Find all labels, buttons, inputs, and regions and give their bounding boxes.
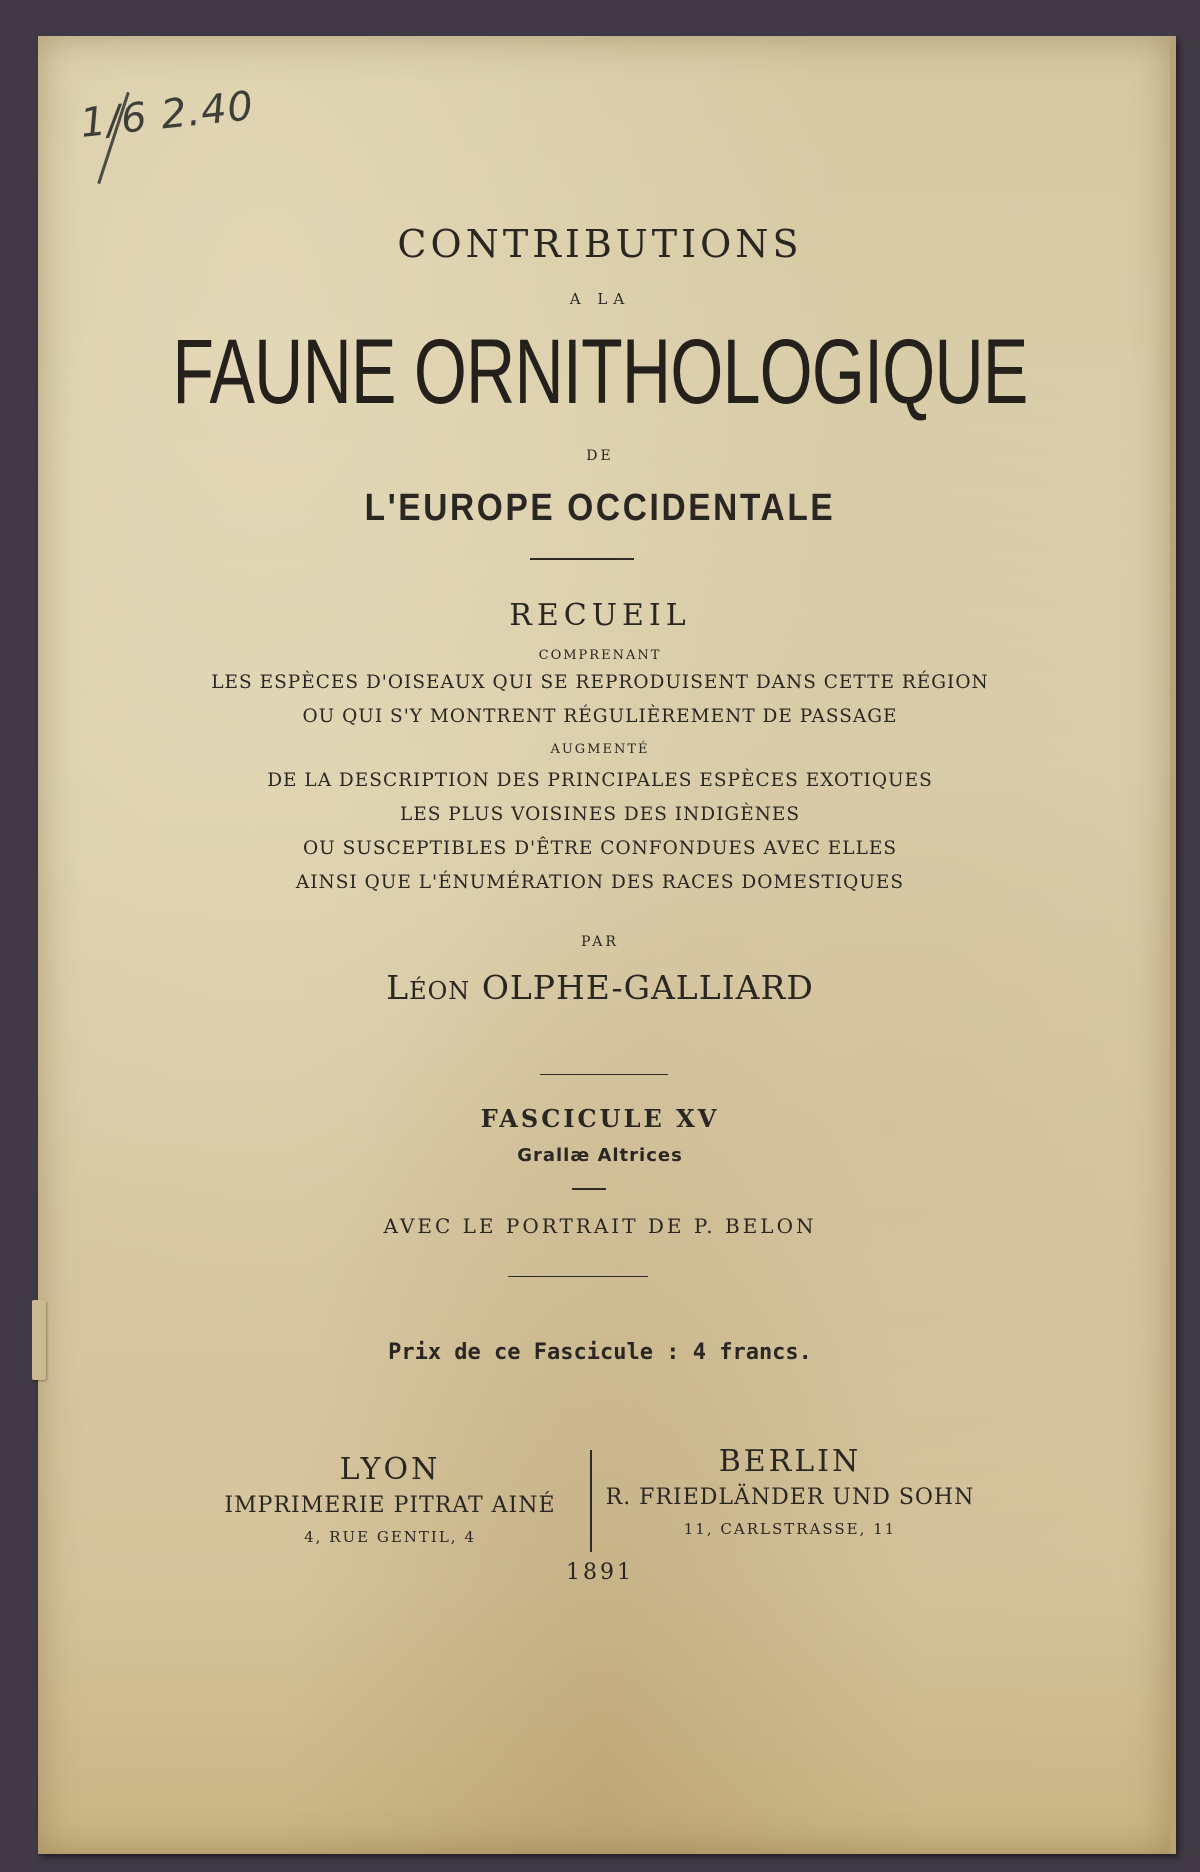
subtitle-line: OU QUI S'Y MONTRENT RÉGULIÈREMENT DE PASSAGE <box>302 706 898 727</box>
title-region: L'EUROPE OCCIDENTALE <box>364 487 836 529</box>
imprint-divider <box>590 1450 592 1552</box>
imprint-right <box>600 1444 980 1538</box>
divider-rule-1 <box>530 558 634 560</box>
imprint-left-printer: IMPRIMERIE PITRAT AINÉ <box>224 1493 556 1518</box>
imprint-right-printer: R. FRIEDLÄNDER UND SOHN <box>605 1485 975 1510</box>
author-surname: OLPHE-GALLIARD <box>481 968 814 1007</box>
imprint-left-address: 4, RUE GENTIL, 4 <box>304 1528 476 1546</box>
subtitle-line: AINSI QUE L'ÉNUMÉRATION DES RACES DOMESTIQUES <box>295 872 905 893</box>
imprint-right-address: 11, CARLSTRASSE, 11 <box>683 1520 897 1538</box>
manuscript-note: 1/6 2.40 <box>78 83 257 147</box>
fascicule-portrait: AVEC LE PORTRAIT DE P. BELON <box>383 1214 817 1238</box>
title-de: DE <box>586 448 614 464</box>
fascicule-subject: Grallæ Altrices <box>517 1145 683 1166</box>
subtitle-recueil: RECUEIL <box>509 598 691 633</box>
author-first-rest: ÉON <box>409 977 471 1005</box>
author-par: PAR <box>581 934 619 950</box>
subtitle-line: DE LA DESCRIPTION DES PRINCIPALES ESPÈCES EXOTIQUES <box>267 770 933 791</box>
imprint-left-city: LYON <box>339 1452 441 1487</box>
divider-rule-4 <box>508 1276 648 1277</box>
main-title: FAUNE ORNITHOLOGIQUE <box>172 321 1028 423</box>
author-first-initial: L <box>386 968 410 1007</box>
fascicule-number: FASCICULE XV <box>480 1104 720 1133</box>
price: Prix de ce Fascicule : 4 francs. <box>388 1340 812 1365</box>
subtitle-line: LES PLUS VOISINES DES INDIGÈNES <box>399 804 801 825</box>
imprint-left <box>190 1452 590 1546</box>
title-contributions: CONTRIBUTIONS <box>397 222 803 266</box>
divider-rule-3 <box>572 1188 606 1190</box>
imprint-right-city: BERLIN <box>718 1444 862 1479</box>
author-name <box>0 968 1200 1007</box>
publication-year: 1891 <box>566 1560 634 1585</box>
divider-rule-2 <box>540 1074 668 1075</box>
subtitle-line: LES ESPÈCES D'OISEAUX QUI SE REPRODUISENT DANS CETTE RÉGION <box>211 672 989 693</box>
subtitle-augmente: AUGMENTÉ <box>550 742 650 757</box>
title-a-la: A LA <box>569 290 631 308</box>
subtitle-line: OU SUSCEPTIBLES D'ÊTRE CONFONDUES AVEC ELLES <box>302 838 898 859</box>
subtitle-comprenant: COMPRENANT <box>538 648 662 663</box>
